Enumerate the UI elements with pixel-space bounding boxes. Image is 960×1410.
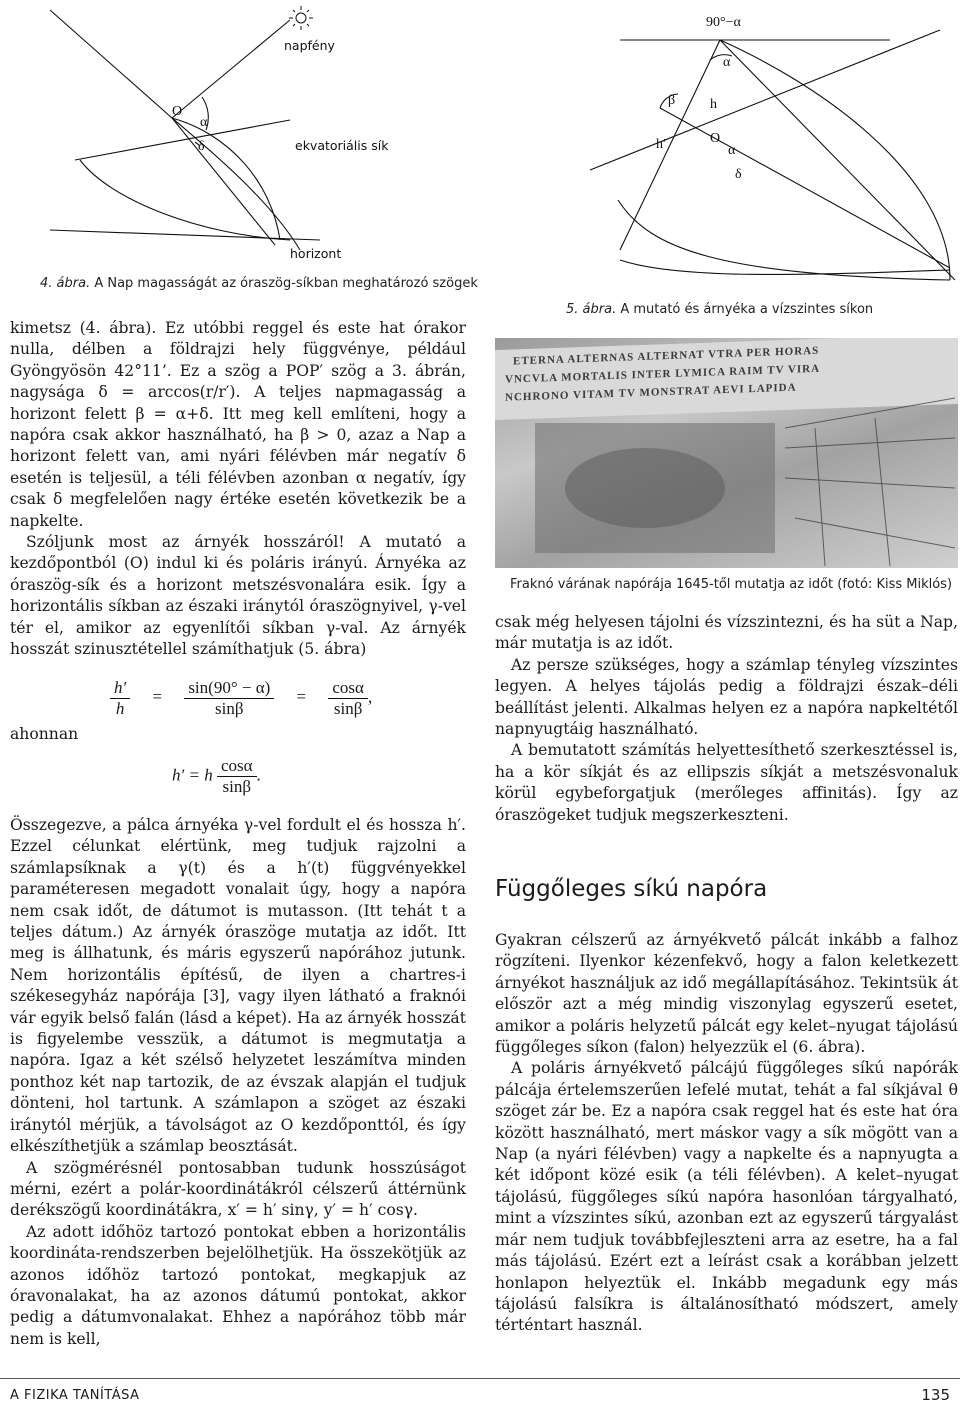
- paragraph: kimetsz (4. ábra). Ez utóbbi reggel és este hat órakor nulla, délben a földrajzi hely függvénye, például Gyöngyösön 42°11’. Ez a szög a POP′ szög a 3. ábrán, nagysága δ = arccos(r/r′). A teljes napmagasság a horizont felett β = α+δ. Itt meg kell említeni, hogy a napóra csak akkor használható, ha β > 0, azaz a Nap a horizont felett van, ami nyári félévben már negatív δ esetén is teljesül, a téli félévben azonban α negatív, így csak δ megfelelően nagy értéke esetén következik be a napkelte.: [10, 319, 466, 530]
- label-h: h: [710, 97, 717, 112]
- label-horizon: horizont: [290, 246, 342, 261]
- equation-fraction: $\frac{\cos\alpha}{\sin\beta}$: [217, 756, 257, 797]
- label-delta: δ: [198, 139, 205, 154]
- label-beta: β: [668, 93, 676, 108]
- equation-fraction: $\frac{h'}{h}$: [110, 678, 130, 719]
- label-O: O: [710, 131, 721, 146]
- equation-fraction: $\frac{\sin(90^\circ - \alpha)}{\sin\beta}$: [184, 678, 274, 719]
- paragraph: Gyakran célszerű az árnyékvető pálcát inkább a falhoz rögzíteni. Ilyenkor kézenfekvő, hogy a falon keletkezett árnyékot használjuk az idő megállapításához. Tekintsük át először azt a még mindig viszonylag egyszerű esetet, amikor a poláris helyzetű pálcát egy kelet–nyugat tájolású függőleges síkon (falon) helyezzük el (6. ábra).: [495, 931, 958, 1057]
- left-column: [10, 318, 466, 661]
- label-equatorial-plane: ekvatoriális sík: [295, 138, 389, 153]
- label-alpha: α: [200, 115, 208, 130]
- ahonnan-word: ahonnan: [10, 725, 79, 743]
- right-column-cont: [495, 930, 958, 1337]
- paragraph: A poláris árnyékvető pálcájú függőleges síkú napórák pálcája értelemszerűen lefelé mutat, tehát a fal síkjával θ szöget zár be. Ez a napóra csak reggel hat és este hat óra között használható, mert máskor vagy a sík mögött van a Nap (a nyári félévben) vagy a napkelte és a napnyugta a két időpont közé esik (a téli félévben). A kelet–nyugat tájolású, függőleges síkú napóra hasonlóan tárgyalható, mint a vízszintes síkú, azonban ezt az egyszerű tárgyalást már nem tudjuk továbbfejleszteni arra az esetre, ha a fal más tájolású. Ezért ezt a leírást csak a korábban jelzett honlapon helyeztük el. Inkább megadunk egy más tájolású falsíkra is általánosítható módszert, amely térténtart használ.: [495, 1059, 958, 1335]
- inscription-line: VNCVLA MORTALIS INTER LYMICA RAIM TV VIRA: [505, 362, 821, 386]
- label-alpha: α: [728, 143, 736, 158]
- page-number: 135: [921, 1386, 950, 1404]
- label-sunlight: napfény: [284, 38, 335, 53]
- section-heading: Függőleges síkú napóra: [495, 876, 768, 902]
- paragraph: A szögmérésnél pontosabban tudunk hosszúságot mérni, ezért a polár-koordinátákról célszerű áttérnünk derékszögű koordinátákra, x′ = h′ sinγ, y′ = h′ cosγ.: [10, 1158, 466, 1220]
- paragraph: Az persze szükséges, hogy a számlap tényleg vízszintes legyen. A helyes tájolás pedig a földrajzi észak–déli beállítást jelenti. Alkalmas helyen ez a napóra napkeltétől napnyugtáig használható.: [495, 655, 958, 739]
- right-column: [495, 612, 958, 826]
- label-delta: δ: [735, 167, 742, 182]
- journal-name: A FIZIKA TANÍTÁSA: [10, 1388, 140, 1403]
- label-90-minus-alpha: 90°−α: [706, 15, 741, 30]
- equation-2: h′ = h $\frac{\cos\alpha}{\sin\beta}$ .: [172, 756, 261, 796]
- label-h-prime: h′: [656, 137, 667, 152]
- inscription-line: ETERNA ALTERNAS ALTERNAT VTRA PER HORAS: [513, 344, 820, 368]
- photo-dial-lines: [495, 338, 958, 568]
- figure-4-diagram: [40, 0, 460, 270]
- paragraph: Az adott időhöz tartozó pontokat ebben a horizontális koordináta-rendszerben bejelölhetjük. Ha összekötjük az azonos időhöz tartozó pontokat, megkapjuk az óravonalakat, ha az azonos dátumú pontokat, akkor pedig a dátumvonalakat. Ehhez a napórához több már nem is kell,: [10, 1222, 466, 1348]
- left-column-cont: [10, 815, 466, 1350]
- photo-caption: Fraknó várának napórája 1645-től mutatja az időt (fotó: Kiss Miklós): [510, 577, 953, 592]
- inscription-line: NCHRONO VITAM TV MONSTRAT AEVI LAPIDA: [505, 381, 797, 404]
- figure-5-caption: 5. ábra. A mutató és árnyéka a vízszintes síkon: [566, 302, 874, 317]
- paragraph: A bemutatott számítás helyettesíthető szerkesztéssel is, ha a kör síkját és az ellipszis síkját a metszésvonaluk körül egybeforgatjuk (merőleges affinitás). Így az óraszögeket tudjuk megszerkeszteni.: [495, 741, 958, 824]
- sun-icon: [289, 6, 313, 30]
- paragraph: Összegezve, a pálca árnyéka γ-vel fordult el és hossza h′. Ezzel célunkat elértünk, meg tudjuk rajzolni a számlapsíknak a γ(t) és a h′(t) függvényekkel paraméteresen megadott vonalait úgy, hogy a napóra nem csak időt, de dátumot is mutasson. (Itt tehát t a teljes dátum.) Az árnyék óraszöge mutatja az időt. Itt meg is állhatunk, és máris egyszerű napórához jutunk. Nem horizontális építésű, de ilyen a chartres-i székesegyház napórája [3], vagy ilyen látható a fraknói vár egyik belső falán (lásd a képet). Ha az árnyék hosszát is figyelembe vesszük, a dátumot is megmutatja a napóra. Igaz a két szélső helyzetet leszámítva minden ponthoz két nap tartozik, de az évszak alapján el tudjuk dönteni, hol tartunk. A számlapon a szöget az északi iránytól mérjük, a távolságot az O kezdőponttól, és így elkészíthetjük a számlap beosztását.: [10, 816, 466, 1156]
- paragraph: csak még helyesen tájolni és vízszintezni, és ha süt a Nap, már mutatja is az időt.: [495, 613, 958, 653]
- sundial-photo: [495, 338, 958, 568]
- figure-5-diagram: [560, 0, 960, 290]
- label-O: O: [172, 104, 183, 119]
- label-alpha-top: α: [723, 55, 731, 70]
- paragraph: Szóljunk most az árnyék hosszáról! A mutató a kezdőpontból (O) indul ki és poláris irányú. Árnyéka az óraszög-sík és a horizont metszésvonalára esik. Így a horizontális síkban az északi iránytól óraszögnyivel, γ-vel tér el, amikor az egyenlítői síkban γ-val. Az árnyék hosszát szinusztétellel számíthatjuk (5. ábra): [10, 533, 466, 659]
- equation-fraction: $\frac{\cos\alpha}{\sin\beta}$: [328, 678, 368, 719]
- figure-4-caption: 4. ábra. A Nap magasságát az óraszög-síkban meghatározó szögek: [40, 276, 478, 291]
- equation-1: $\frac{h'}{h}$ = $\frac{\sin(90^\circ - \alpha)}{\sin\beta}$ = $\frac{\cos\alpha}{\sin\beta}$ ,: [110, 678, 372, 719]
- footer-rule: [0, 1378, 960, 1379]
